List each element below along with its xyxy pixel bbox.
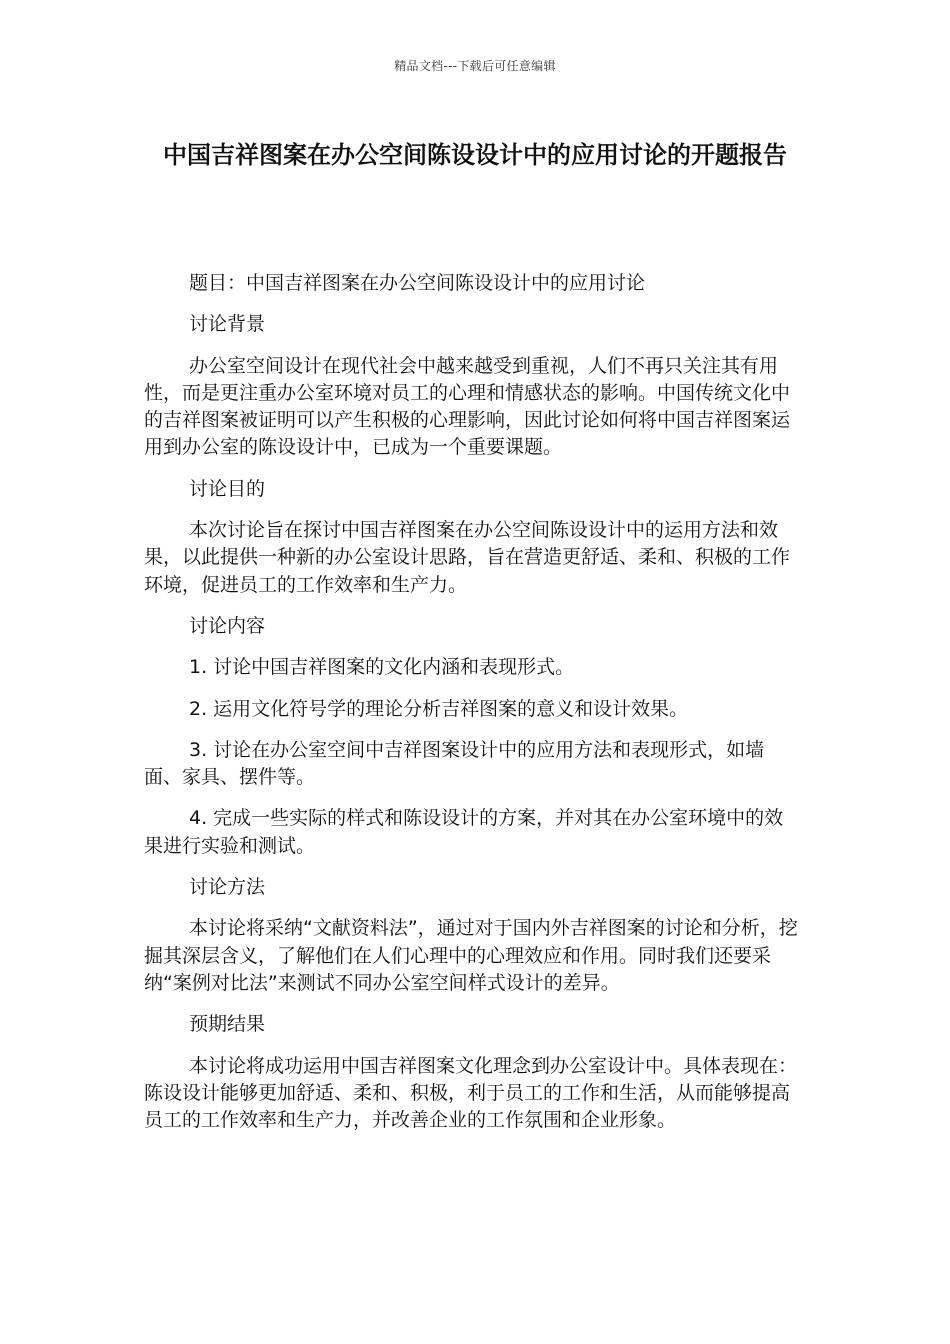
section-heading-purpose: 讨论目的 [189,477,266,500]
purpose-paragraph: 本次讨论旨在探讨中国吉祥图案在办公空间陈设设计中的运用方法和效果，以此提供一种新的办公室设计思路，旨在营造更舒适、柔和、积极的工作环境，促进员工的工作效率和生产力。 [144,519,791,596]
document-body [144,270,800,1148]
section-heading-content: 讨论内容 [189,614,266,637]
content-item-2: 2. 运用文化符号学的理论分析吉祥图案的意义和设计效果。 [189,697,689,720]
section-heading-background: 讨论背景 [189,313,266,336]
content-item-4: 4. 完成一些实际的样式和陈设设计的方案，并对其在办公室环境中的效果进行实验和测试。 [144,807,784,857]
topic-line: 题目：中国吉祥图案在办公空间陈设设计中的应用讨论 [189,272,646,294]
document-title: 中国吉祥图案在办公空间陈设设计中的应用讨论的开题报告 [163,141,787,169]
header-note: 精品文档---下载后可任意编辑 [394,59,556,73]
background-paragraph: 办公室空间设计在现代社会中越来越受到重视，人们不再只关注其有用性，而是更注重办公室环境对员工的心理和情感状态的影响。中国传统文化中的吉祥图案被证明可以产生积极的心理影响，因此讨论如何将中国吉祥图案运用到办公室的陈设设计中，已成为一个重要课题。 [144,354,791,459]
section-heading-expected-results: 预期结果 [189,1013,266,1036]
content-item-1: 1. 讨论中国吉祥图案的文化内涵和表现形式。 [189,656,575,679]
content-item-3: 3. 讨论在办公室空间中吉祥图案设计中的应用方法和表现形式，如墙面、家具、摆件等。 [144,738,765,789]
method-paragraph: 本讨论将采纳“文献资料法”，通过对于国内外吉祥图案的讨论和分析，挖掘其深层含义，了解他们在人们心理中的心理效应和作用。同时我们还要采纳“案例对比法”来测试不同办公室空间样式设计的差异。 [144,917,798,994]
section-heading-method: 讨论方法 [189,876,266,899]
expected-results-paragraph: 本讨论将成功运用中国吉祥图案文化理念到办公室设计中。具体表现在：陈设设计能够更加舒适、柔和、积极，利于员工的工作和生活，从而能够提高员工的工作效率和生产力，并改善企业的工作氛围和企业形象。 [144,1054,798,1132]
